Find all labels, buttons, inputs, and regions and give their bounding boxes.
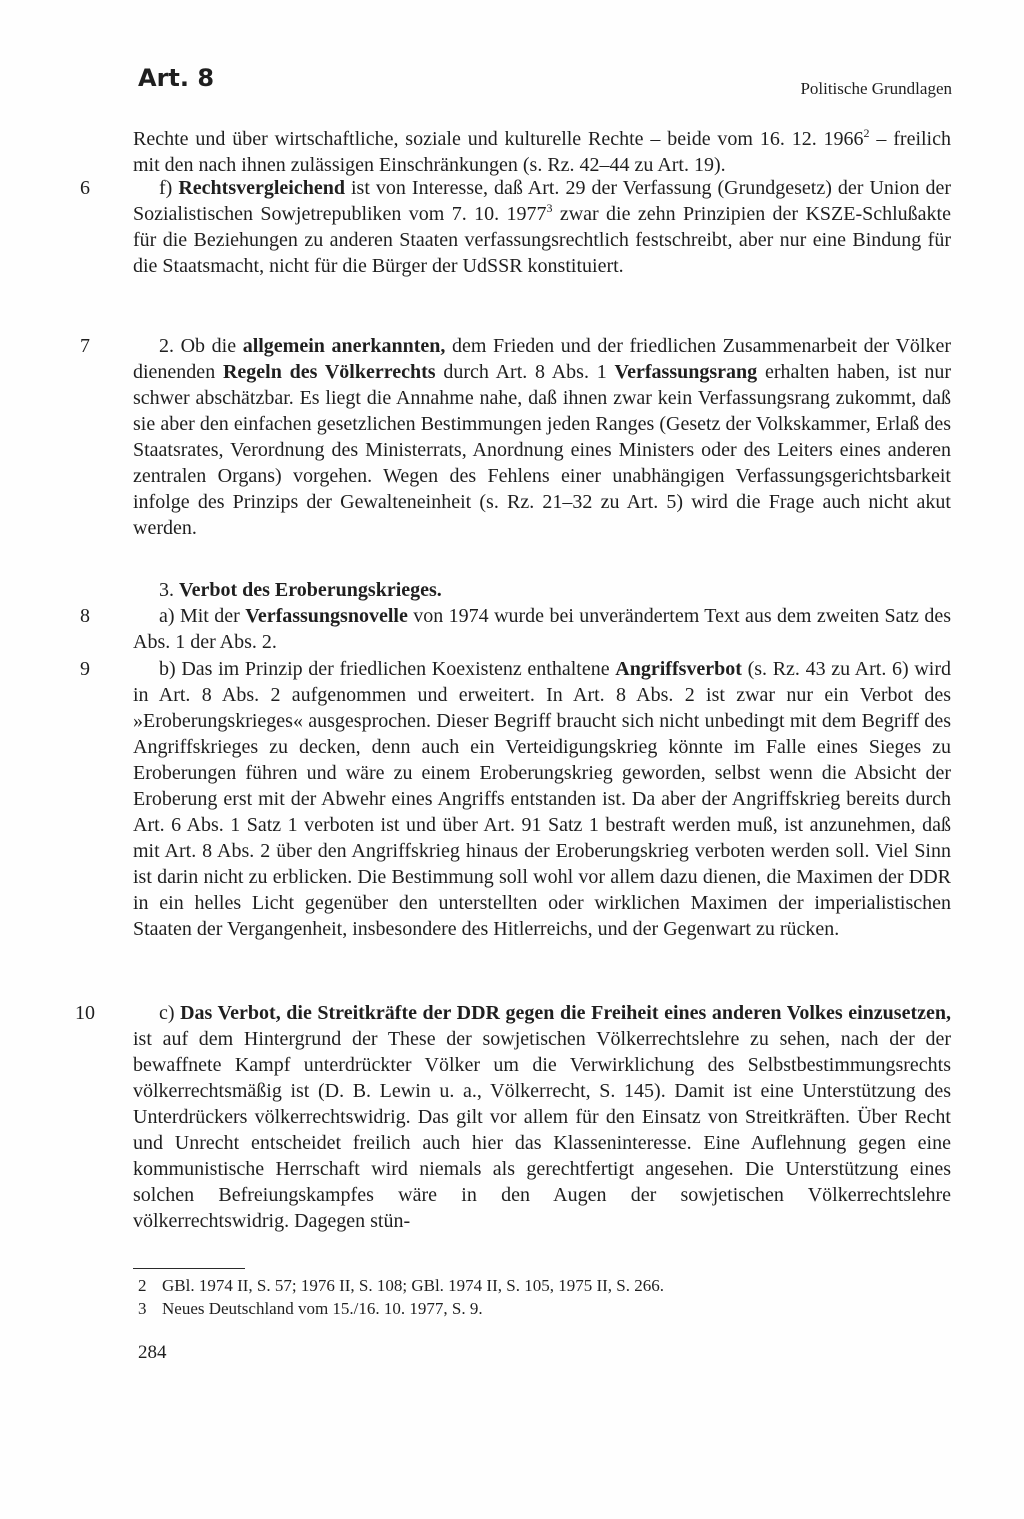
footnote-separator (133, 1268, 245, 1269)
running-head-section: Politische Grundlagen (800, 79, 952, 98)
running-head-article: Art. 8 (138, 64, 215, 92)
section-heading-3: 3. Verbot des Eroberungskrieges. (159, 579, 442, 601)
paragraph-7: 2. Ob die allgemein anerkannten, dem Frieden und der friedlichen Zusammenarbeit der Völker dienenden Regeln des Völkerrechts durch Art. 8 Abs. 1 Verfassungsrang erhalten haben, ist nur schwer abschätzbar. Es liegt die Annahme nahe, daß ihnen zwar kein Verfassungsrang zukommt, daß sie aber den einfachen gesetzlichen Bestimmungen jeden Ranges (Gesetz der Volkskammer, Erlaß des Staatsrates, Verordnung des Ministerrats, Anordnung eines Ministers oder des Leiters eines anderen zentralen Organs) vorgehen. Wegen des Fehlens einer unabhängigen Verfassungsgerichtsbarkeit infolge des Prinzips der Gewalteneinheit (s. Rz. 21–32 zu Art. 5) wird die Frage auch nicht akut werden. (133, 335, 952, 539)
paragraph-9: b) Das im Prinzip der friedlichen Koexistenz enthaltene Angriffsverbot (s. Rz. 43 zu Art. 6) wird in Art. 8 Abs. 2 aufgenommen und erweitert. In Art. 8 Abs. 2 ist zwar nur ein Verbot des »Eroberungskrieges« ausgesprochen. Dieser Begriff braucht sich nicht unbedingt mit dem Begriff des Angriffskrieges zu decken, denn auch ein Verteidigungskrieg könnte im Falle eines Sieges zu Eroberungen führen und wäre zu einem Eroberungskrieg geworden, selbst wenn die Absicht der Eroberung erst mit der Abwehr eines Angriffs entstanden ist. Da aber der Angriffskrieg bereits durch Art. 6 Abs. 1 Satz 1 verboten ist und über Art. 91 Satz 1 bestraft werden muß, ist anzunehmen, daß mit Art. 8 Abs. 2 über den Angriffskrieg hinaus der Eroberungskrieg verboten werden soll. Viel Sinn ist darin nicht zu erblicken. Die Bestimmung soll wohl vor allem dazu dienen, die Maximen der DDR in ein helles Licht gegenüber den unterstellten oder wirklichen Maximen der imperialistischen Staaten der Vergangenheit, insbesondere des Hitlerreichs, und der Gegenwart zu rücken. (133, 658, 951, 940)
paragraph-6: f) Rechtsvergleichend ist von Interesse, daß Art. 29 der Verfassung (Grundgesetz) der Union der Sozialistischen Sowjetrepubliken vom 7. 10. 1977$^3$ zwar die zehn Prinzipien der KSZE-Schlußakte für die Beziehungen zu anderen Staaten verfassungsrechtlich festschreibt, aber nur eine Bindung für die Staatsmacht, nicht für die Bürger der UdSSR konstituiert. (133, 177, 952, 277)
margin-number-10: 10 (75, 1002, 95, 1024)
margin-number-9: 9 (80, 658, 90, 680)
paragraph-8: a) Mit der Verfassungsnovelle von 1974 wurde bei unverändertem Text aus dem zweiten Satz des Abs. 1 der Abs. 2. (133, 605, 951, 653)
paragraph-continuation: Rechte und über wirtschaftliche, soziale und kulturelle Rechte – beide vom 16. 12. 1966$^2$ – freilich mit den nach ihnen zulässigen Einschränkungen (s. Rz. 42–44 zu Art. 19). (133, 126, 951, 176)
footnote-2: 2 GBl. 1974 II, S. 57; 1976 II, S. 108; GBl. 1974 II, S. 105, 1975 II, S. 266. (138, 1276, 664, 1295)
margin-number-6: 6 (80, 177, 90, 199)
footnote-ref-2: 2 (863, 126, 870, 140)
footnote-ref-3: 3 (546, 201, 553, 215)
page-number: 284 (138, 1342, 167, 1363)
footnote-3: 3 Neues Deutschland vom 15./16. 10. 1977, S. 9. (138, 1299, 483, 1318)
paragraph-10: c) Das Verbot, die Streitkräfte der DDR gegen die Freiheit eines anderen Volkes einzusetzen, ist auf dem Hintergrund der These der sowjetischen Völkerrechtslehre zu sehen, nach der der bewaffnete Kampf unterdrückter Völker um die Verwirklichung des Selbstbestimmungsrechts völkerrechtsmäßig ist (D. B. Lewin u. a., Völkerrecht, S. 145). Damit ist eine Unterstützung des Unterdrückers völkerrechtswidrig. Das gilt vor allem für den Einsatz von Streitkräften. Über Recht und Unrecht entscheidet freilich auch hier das Klasseninteresse. Eine Auflehnung gegen eine kommunistische Herrschaft wird niemals als gerechtfertigt angesehen. Die Unterstützung eines solchen Befreiungskampfes wäre in den Augen der sowjetischen Völkerrechtslehre völkerrechtswidrig. Dagegen stün- (133, 1002, 951, 1232)
margin-number-7: 7 (80, 335, 90, 357)
margin-number-8: 8 (80, 605, 90, 627)
